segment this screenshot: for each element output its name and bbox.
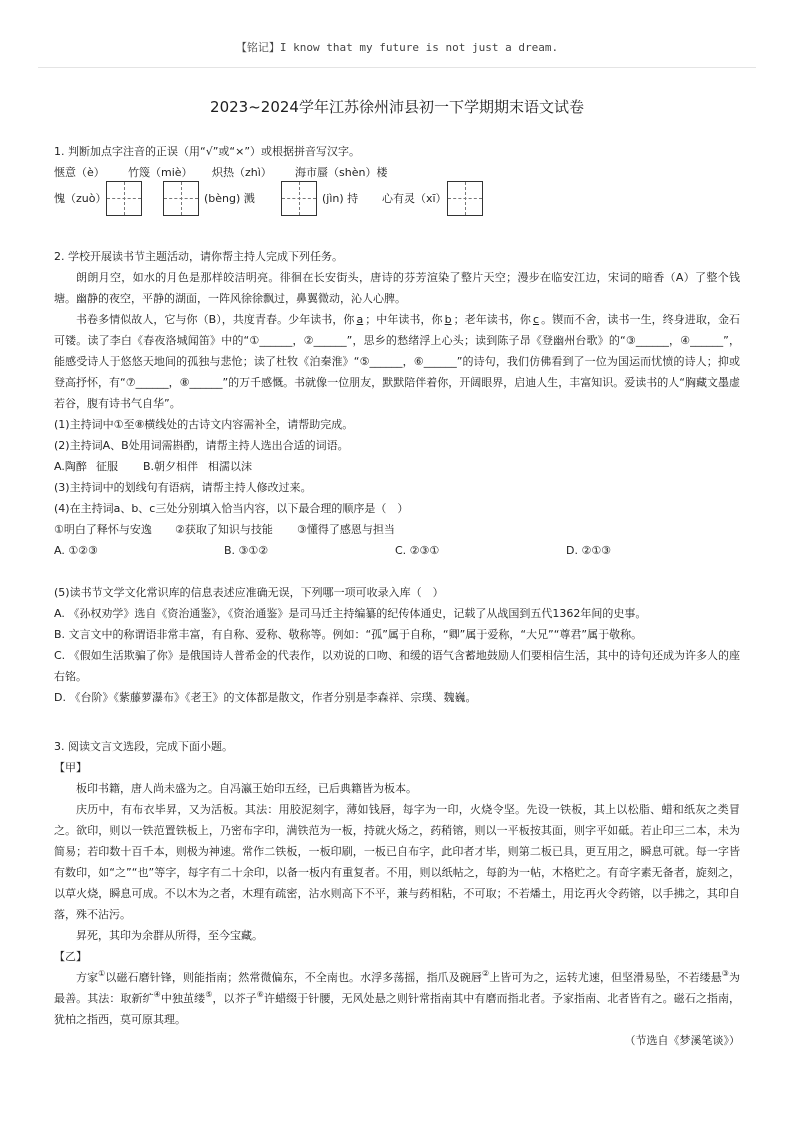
question-1-stem: 1. 判断加点字注音的正误（用“√”或“×”）或根据拼音写汉字。 xyxy=(54,145,361,158)
header-divider xyxy=(38,67,756,68)
blank-b: b xyxy=(444,313,452,326)
host-script-paragraph-2 xyxy=(54,309,740,414)
passage-source: （节选自《梦溪笔谈》） xyxy=(624,1034,740,1047)
passage-jia-label: 【甲】 xyxy=(54,761,87,774)
pinyin-check-row xyxy=(54,162,740,183)
passage-jia-paragraph: 庆历中，有布衣毕昇，又为活板。其法：用胶泥刻字，薄如钱唇，每字为一印，火烧令坚。先设一铁板，其上以松脂、蜡和纸灰之类冒之。欲印，则以一铁范置铁板上，乃密布字印，满铁范为一板，持就火炀之，药稍镕，则以一平板按其面，则字平如砥。若止印三二本，未为简易；若印数十百千本，则极为神速。常作二铁板，一板印刷，一板已自布字，此印者才毕，则第二板已具，更互用之，瞬息可就。每一字皆有数印，如“之”“也”等字，每字有二十余印，以备一板内有重复者。不用，则以纸帖之，每韵为一帖，木格贮之。有奇字素无备者，旋刻之，以草火烧，瞬息可成。不以木为之者，木理有疏密，沾水则高下不平，兼与药相粘，不可取；不若燔土，用讫再火令药镕，以手拂之，其印自落，殊不沾污。 xyxy=(54,803,740,921)
passage-text: 方家 xyxy=(76,971,99,984)
passage-jia-paragraph: 昇死，其印为余群从所得，至今宝藏。 xyxy=(76,929,263,942)
blank-c: c xyxy=(532,313,540,326)
host-script-paragraph-1: 朗朗月空，如水的月色是那样皎洁明亮。徘徊在长安街头，唐诗的芬芳渲染了整片天空；漫步在临安江边，宋词的暗香（A）了整个钱塘。幽静的夜空，平静的湖面，一阵风徐徐飘过，鼻翼微动，沁人心脾。 xyxy=(54,271,740,305)
option-a: A. ①②③ xyxy=(54,544,98,557)
phrase-item: ②获取了知识与技能 xyxy=(175,523,273,536)
passage-yi-label: 【乙】 xyxy=(54,950,87,963)
passage-text: 许蜡缀于针腰，无风处悬之则针常指南其中有磨而指北者。予家指南、北者皆有之。磁石之指南，犹柏之指西，莫可原其理。 xyxy=(54,992,741,1026)
grid-guide-vertical xyxy=(124,182,125,215)
grid-guide-vertical xyxy=(465,182,466,215)
word-choice: A.陶醉 xyxy=(54,460,87,473)
option-c: C. 《假如生活欺骗了你》是俄国诗人普希金的代表作，以劝说的口吻、和缓的语气含蓄地鼓励人们要相信生活，其中的诗句还成为许多人的座右铭。 xyxy=(54,649,740,683)
question-1 xyxy=(54,141,740,216)
pinyin-item: 炽热（zhì） xyxy=(212,166,272,179)
order-options-row xyxy=(54,540,740,561)
pinyin-item: 竹篾（miè） xyxy=(128,166,193,179)
paragraph-text: 书卷多情似故人，它与你（B），共度青春。少年读书，你 xyxy=(76,313,355,326)
pinyin-item: 惬意（è） xyxy=(54,166,105,179)
passage-text: 为最善。其法：取新纩 xyxy=(54,971,741,1005)
option-c: C. ②③① xyxy=(395,544,440,557)
question-2 xyxy=(54,246,740,708)
footnote-marker: ② xyxy=(481,969,490,978)
pinyin-prompt: (bèng) 溅 xyxy=(204,192,255,205)
passage-text: 中独茧缕 xyxy=(160,992,206,1005)
passage-jia-paragraph: 板印书籍，唐人尚未盛为之。自冯瀛王始印五经，已后典籍皆为板本。 xyxy=(76,782,417,795)
sub-question-4-stem: (4)在主持词a、b、c三处分别填入恰当内容，以下最合理的顺序是（ ） xyxy=(54,502,409,515)
paragraph-text: ；中年读书，你 xyxy=(365,313,443,326)
spacer xyxy=(54,561,740,582)
footnote-marker: ⑥ xyxy=(256,990,264,999)
grid-guide-vertical xyxy=(181,182,182,215)
footnote-marker: ④ xyxy=(153,990,161,999)
question-3-stem: 3. 阅读文言文选段，完成下面小题。 xyxy=(54,740,233,753)
passage-yi-paragraph xyxy=(54,967,740,1030)
option-d: D. ②①③ xyxy=(566,544,612,557)
blank-a: a xyxy=(356,313,364,326)
sub-question-2-stem: (2)主持词A、B处用词需斟酌，请帮主持人选出合适的词语。 xyxy=(54,439,349,452)
passage-text: ，以芥子 xyxy=(212,992,257,1005)
paragraph-text: 。锲而不舍，读书一生，终身进取，金石可镂。读了李白《春夜洛城闻笛》中的“①______，②______”，思乡的愁绪浮上心头；读到陈子昂《登幽州台歌》的“③______，④______”，能感受诗人于悠悠天地间的孤独与悲怆；读了杜牧《泊秦淮》“⑤______，⑥______”的诗句，我们仿佛看到了一位为国运而忧愤的诗人；抑或登高抒怀，有“⑦______，⑧______”的万千感慨。书就像一位朋友，默默陪伴着你，开阔眼界，启迪人生，丰富知识。爱读书的人“胸藏文墨虚若谷，腹有诗书气自华”。 xyxy=(54,313,741,410)
sub-question-1: (1)主持词中①至⑧横线处的古诗文内容需补全，请帮助完成。 xyxy=(54,418,354,431)
passage-text: 上皆可为之，运转尤速，但坚滑易坠，不若缕悬 xyxy=(489,971,722,984)
paragraph-text: ；老年读书，你 xyxy=(453,313,531,326)
question-2-stem: 2. 学校开展读书节主题活动，请你帮主持人完成下列任务。 xyxy=(54,250,343,263)
sub-question-3: (3)主持词中的划线句有语病，请帮主持人修改过来。 xyxy=(54,481,312,494)
page-header-motto: 【铭记】I know that my future is not just a dream. xyxy=(235,41,559,54)
grid-guide-vertical xyxy=(299,182,300,215)
answer-grid-box xyxy=(447,181,483,216)
word-choice-row xyxy=(54,456,740,477)
option-b: B. ③①② xyxy=(224,544,269,557)
pinyin-prompt: (jìn) 持 xyxy=(322,192,359,205)
word-choice: 征服 xyxy=(96,460,118,473)
question-3 xyxy=(54,736,740,1051)
phrase-item: ③懂得了感恩与担当 xyxy=(297,523,395,536)
pinyin-prompt: 愧（zuò） xyxy=(54,192,107,205)
pinyin-item: 海市蜃（shèn）楼 xyxy=(295,166,388,179)
phrase-item: ①明白了释怀与安逸 xyxy=(54,523,152,536)
answer-grid-box xyxy=(106,181,142,216)
passage-text: 以磁石磨针锋，则能指南；然常微偏东，不全南也。水浮多荡摇，指爪及碗唇 xyxy=(105,971,482,984)
word-choice: B.朝夕相伴 xyxy=(143,460,199,473)
pinyin-prompt: 心有灵（xī） xyxy=(382,192,447,205)
option-a: A. 《孙权劝学》选自《资治通鉴》，《资治通鉴》是司马迁主持编纂的纪传体通史，记载了从战国到五代1362年间的史事。 xyxy=(54,607,647,620)
exam-title: 2023~2024学年江苏徐州沛县初一下学期期末语文试卷 xyxy=(210,98,584,116)
write-character-row xyxy=(54,181,740,216)
sub-question-5-stem: (5)读书节文学文化常识库的信息表述应准确无误，下列哪一项可收录入库（ ） xyxy=(54,586,444,599)
option-b: B. 文言文中的称谓语非常丰富，有自称、爱称、敬称等。例如：“孤”属于自称，“卿”属于爱称，“大兄”“尊君”属于敬称。 xyxy=(54,628,643,641)
footnote-marker: ③ xyxy=(721,969,730,978)
answer-grid-box xyxy=(281,181,317,216)
answer-grid-box xyxy=(163,181,199,216)
word-choice: 相濡以沫 xyxy=(208,460,252,473)
footnote-marker: ① xyxy=(98,969,106,978)
phrase-items-row xyxy=(54,519,740,540)
option-d: D. 《台阶》《紫藤萝瀑布》《老王》的文体都是散文，作者分别是李森祥、宗璞、魏巍。 xyxy=(54,691,477,704)
footnote-marker: ⑤ xyxy=(205,990,213,999)
